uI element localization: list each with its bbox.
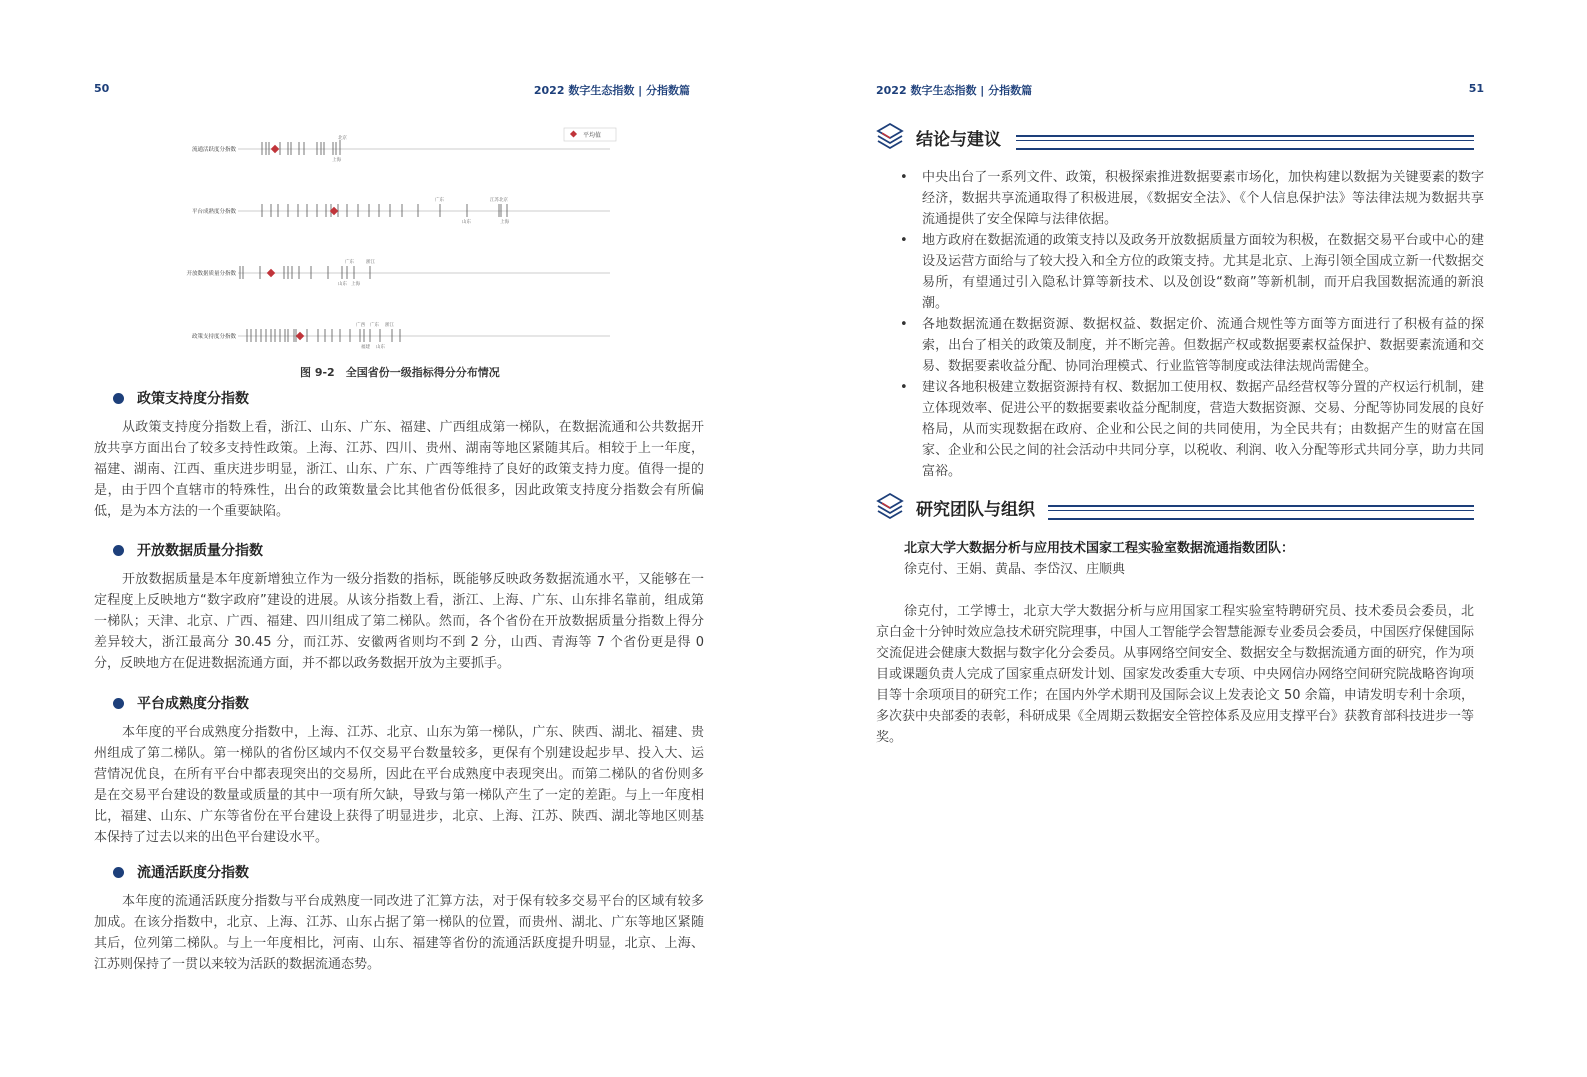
title-rule-lines: [1016, 135, 1474, 150]
running-header: 2022 数字生态指数 | 分指数篇: [533, 84, 690, 97]
annot-shandong-4: 山东: [376, 345, 385, 350]
annot-jiangsu-beijing-2: 江苏北京: [490, 198, 508, 203]
page-number: 51: [1468, 82, 1484, 95]
annot-guangxi-4: 广西: [356, 323, 365, 328]
section-paragraph-activity: 本年度的流通活跃度分指数与平台成熟度一同改进了汇算方法，对于保有较多交易平台的区域有较多加成。在该分指数中，北京、上海、江苏、山东占据了第一梯队的位置，而贵州、湖北、广东等地区紧随其后，位列第二梯队。与上一年度相比，河南、山东、福建等省份的流通活跃度提升明显，北京、上海、江苏则保持了一贯以来较为活跃的数据流通态势。: [94, 894, 704, 972]
ticks-row-3: [240, 266, 370, 279]
annot-shanghai-3: 上海: [351, 282, 360, 287]
annot-shanghai-1: 上海: [332, 158, 341, 163]
annot-zhejiang-4: 浙江: [385, 323, 394, 328]
avg-marker-row-4: [296, 332, 304, 340]
section-heading-text: 流通活跃度分指数: [137, 865, 249, 881]
figure-caption: 图 9-2 全国省份一级指标得分分布情况: [300, 366, 500, 379]
bullet-dot-icon: [113, 545, 124, 556]
annot-guangdong-3: 广东: [345, 260, 354, 265]
page-number: 50: [94, 82, 110, 95]
section-heading-text: 开放数据质量分指数: [137, 543, 263, 559]
section-heading-text: 政策支持度分指数: [137, 391, 249, 407]
section-heading-activity: [113, 862, 249, 882]
running-header: 2022 数字生态指数 | 分指数篇: [876, 84, 1033, 97]
annot-guangdong-2: 广东: [435, 198, 444, 203]
section-paragraph-policy: 从政策支持度分指数上看，浙江、山东、广东、福建、广西组成第一梯队，在数据流通和公共数据开放共享方面出台了较多支持性政策。上海、江苏、四川、贵州、湖南等地区紧随其后。相较于上一年度，福建、湖南、江西、重庆进步明显，浙江、山东、广东、广西等维持了良好的政策支持力度。值得一提的是，由于四个直辖市的特殊性，出台的政策数量会比其他省份低很多，因此政策支持度分指数会有所偏低，是为本方法的一个重要缺陷。: [94, 420, 704, 519]
annot-shandong-2: 山东: [462, 220, 471, 225]
layers-icon: [876, 122, 904, 152]
team-members: 徐克付、王娟、黄晶、李岱汉、庄顺典: [904, 562, 1126, 577]
row-label-kaifang: 开放数据质量分指数: [186, 271, 236, 277]
row-label-pingtai: 平台成熟度分指数: [191, 209, 236, 215]
list-item: • 中央出台了一系列文件、政策，积极探索推进数据要素市场化，加快构建以数据为关键要素的数字经济，数据共享流通取得了积极进展，《数据安全法》、《个人信息保护法》等法律法规为数据共享流通提供了安全保障与法律依据。: [896, 167, 1484, 230]
section-heading-platform: [113, 693, 249, 713]
section-title-conclusion: [876, 122, 1015, 152]
legend-label: 平均值: [583, 132, 602, 139]
ticks-row-4: [247, 329, 400, 342]
right-page: [794, 0, 1587, 1077]
avg-marker-row-1: [271, 145, 279, 153]
bullet-dot-icon: [113, 698, 124, 709]
section-paragraph-platform: 本年度的平台成熟度分指数中，上海、江苏、北京、山东为第一梯队，广东、陕西、湖北、福建、贵州组成了第二梯队。第一梯队的省份区域内不仅交易平台数量较多，更保有个别建设起步早、投入大、运营情况优良，在所有平台中都表现突出的交易所，因此在平台成熟度中表现突出。而第二梯队的省份则多是在交易平台建设的数量或质量的其中一项有所欠缺，导致与第一梯队产生了一定的差距。与上一年度相比，福建、山东、广东等省份在平台建设上获得了明显进步，北京、上海、江苏、陕西、湖北等地区则基本保持了过去以来的出色平台建设水平。: [94, 725, 704, 845]
section-heading-open-data: [113, 540, 263, 560]
team-bio: 徐克付，工学博士，北京大学大数据分析与应用国家工程实验室特聘研究员、技术委员会委员，北京白金十分钟时效应急技术研究院理事，中国人工智能学会智慧能源专业委员会委员，中国医疗保健国际交流促进会健康大数据与数字化分会委员。从事网络空间安全、数据安全与数据流通方面的研究，作为项目或课题负责人完成了国家重点研发计划、国家发改委重大专项、中央网信办网络空间研究院战略咨询项目等十余项项目的研究工作；在国内外学术期刊及国际会议上发表论文 50 余篇，申请发明专利十余项，多次获中央部委的表彰，科研成果《全周期云数据安全管控体系及应用支撑平台》获教育部科技进步一等奖。: [876, 604, 1475, 745]
avg-marker-row-3: [267, 269, 275, 277]
row-label-zhengce: 政策支持度分指数: [191, 334, 236, 340]
section-paragraph-open-data: 开放数据质量是本年度新增独立作为一级分指数的指标，既能够反映政务数据流通水平，又能够在一定程度上反映地方“数字政府”建设的进展。从该分指数上看，浙江、上海、广东、山东排名靠前，组成第一梯队；天津、北京、广西、福建、四川组成了第二梯队。然而，各个省份在开放数据质量分指数上得分差异较大，浙江最高分 30.45 分，而江苏、安徽两省则均不到 2 分，山西、青海等 7 个省份更是得 0 分，反映地方在促进数据流通方面，并不都以政务数据开放为主要抓手。: [94, 572, 704, 671]
annot-shandong-3: 山东: [338, 282, 347, 287]
row-label-liutong: 流通活跃度分指数: [191, 147, 236, 153]
layers-icon: [876, 492, 904, 522]
list-item: • 各地数据流通在数据资源、数据权益、数据定价、流通合规性等方面等方面进行了积极有益的探索，出台了相关的政策及制度，并不断完善。但数据产权或数据要素权益保护、数据要素流通和交易、数据要素收益分配、协同治理模式、行业监管等制度或法律法规尚需健全。: [896, 314, 1484, 377]
title-rule-lines: [1048, 505, 1474, 520]
ticks-row-2: [262, 204, 507, 217]
conclusion-list: [896, 167, 1484, 482]
annot-fujian-4: 福建: [361, 345, 370, 350]
section-heading-policy: [113, 388, 249, 408]
list-item: • 建议各地积极建立数据资源持有权、数据加工使用权、数据产品经营权等分置的产权运行机制，建立体现效率、促进公平的数据要素收益分配制度，营造大数据资源、交易、分配等协同发展的良好格局，从而实现数据在政府、企业和公民之间的共同使用，为全民共有；由数据产生的财富在国家、企业和公民之间的社会活动中共同分享，以税收、利润、收入分配等形式共同分享，助力共同富裕。: [896, 377, 1484, 482]
list-item: • 地方政府在数据流通的政策支持以及政务开放数据质量方面较为积极，在数据交易平台或中心的建设及运营方面给与了较大投入和全方位的政策支持。尤其是北京、上海引领全国成立新一代数据交易所，有望通过引入隐私计算等新技术、以及创设“数商”等新机制，而开启我国数据流通的新浪潮。: [896, 230, 1484, 314]
section-title-team: [876, 492, 1049, 522]
bullet-dot-icon: [113, 867, 124, 878]
section-title-text: 结论与建议: [916, 129, 1001, 150]
annot-zhejiang-3: 浙江: [366, 260, 375, 265]
left-page: [0, 0, 793, 1077]
section-heading-text: 平台成熟度分指数: [137, 696, 249, 712]
annot-guangdong-4: 广东: [370, 323, 379, 328]
distribution-chart: [180, 124, 630, 359]
bullet-dot-icon: [113, 393, 124, 404]
section-title-text: 研究团队与组织: [916, 499, 1035, 520]
annot-beijing-1: 北京: [338, 136, 347, 141]
team-org: 北京大学大数据分析与应用技术国家工程实验室数据流通指数团队：: [904, 541, 1295, 556]
annot-shanghai-2: 上海: [500, 220, 509, 225]
